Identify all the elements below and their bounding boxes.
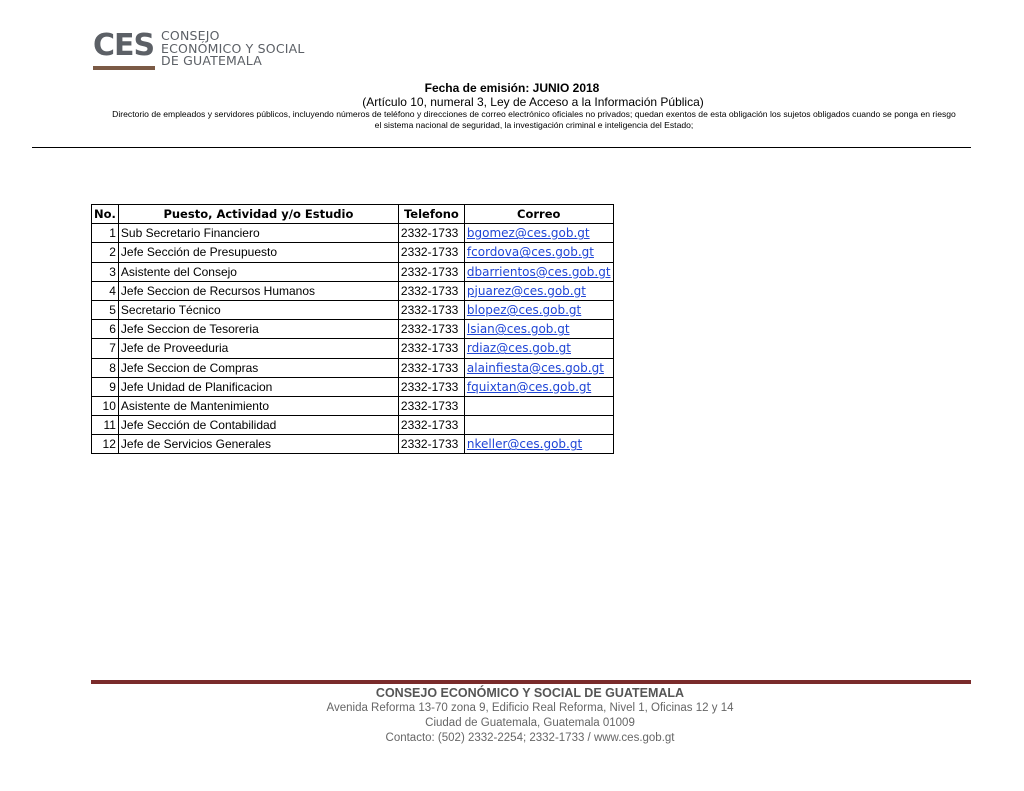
row-position: Sub Secretario Financiero (118, 224, 398, 243)
table-row (92, 243, 614, 262)
row-position: Jefe Sección de Contabilidad (118, 416, 398, 435)
table-row (92, 281, 614, 300)
logo-line-2: ECONÓMICO Y SOCIAL (161, 40, 305, 56)
row-email-link[interactable]: alainfiesta@ces.gob.gt (464, 358, 613, 377)
table-header-row (92, 205, 614, 224)
row-number: 12 (92, 435, 119, 454)
row-phone: 2332-1733 (398, 339, 464, 358)
logo-mark: CES (93, 28, 155, 63)
row-number: 9 (92, 377, 119, 396)
table-row (92, 224, 614, 243)
row-position: Jefe Sección de Presupuesto (118, 243, 398, 262)
row-position: Jefe Seccion de Tesoreria (118, 320, 398, 339)
row-phone: 2332-1733 (398, 377, 464, 396)
table-row (92, 339, 614, 358)
row-email-link (464, 416, 613, 435)
logo-line-1: CONSEJO (161, 28, 220, 43)
table-body (92, 224, 614, 454)
footer-divider (91, 680, 971, 684)
row-phone: 2332-1733 (398, 281, 464, 300)
ces-logo (93, 28, 323, 72)
row-position: Jefe de Proveeduria (118, 339, 398, 358)
employee-directory-table (91, 204, 614, 454)
table-row (92, 358, 614, 377)
row-phone: 2332-1733 (398, 262, 464, 281)
header-telefono: Telefono (398, 205, 464, 224)
row-position: Jefe Seccion de Recursos Humanos (118, 281, 398, 300)
row-email-link (464, 396, 613, 415)
row-number: 11 (92, 416, 119, 435)
logo-underline (93, 66, 155, 70)
footer-address: Avenida Reforma 13-70 zona 9, Edificio Real Reforma, Nivel 1, Oficinas 12 y 14 (326, 702, 734, 714)
row-position: Secretario Técnico (118, 300, 398, 319)
legal-reference: (Artículo 10, numeral 3, Ley de Acceso a la Información Pública) (362, 95, 704, 109)
row-email-link[interactable]: dbarrientos@ces.gob.gt (464, 262, 613, 281)
row-email-link[interactable]: blopez@ces.gob.gt (464, 300, 613, 319)
row-number: 2 (92, 243, 119, 262)
issue-date-title: Fecha de emisión: JUNIO 2018 (424, 81, 600, 95)
header-no: No. (92, 205, 119, 224)
row-email-link[interactable]: nkeller@ces.gob.gt (464, 435, 613, 454)
row-phone: 2332-1733 (398, 224, 464, 243)
table-row (92, 396, 614, 415)
row-number: 3 (92, 262, 119, 281)
row-number: 6 (92, 320, 119, 339)
header-divider (32, 147, 971, 148)
row-number: 8 (92, 358, 119, 377)
table-row (92, 320, 614, 339)
row-number: 7 (92, 339, 119, 358)
table-row (92, 300, 614, 319)
row-phone: 2332-1733 (398, 320, 464, 339)
row-email-link[interactable]: fquixtan@ces.gob.gt (464, 377, 613, 396)
row-position: Jefe Unidad de Planificacion (118, 377, 398, 396)
row-position: Jefe Seccion de Compras (118, 358, 398, 377)
footer-city: Ciudad de Guatemala, Guatemala 01009 (425, 717, 635, 729)
row-number: 4 (92, 281, 119, 300)
row-phone: 2332-1733 (398, 358, 464, 377)
row-phone: 2332-1733 (398, 300, 464, 319)
row-email-link[interactable]: pjuarez@ces.gob.gt (464, 281, 613, 300)
header-puesto: Puesto, Actividad y/o Estudio (118, 205, 398, 224)
footer-contact: Contacto: (502) 2332-2254; 2332-1733 / www.ces.gob.gt (385, 732, 675, 744)
table-row (92, 435, 614, 454)
row-phone: 2332-1733 (398, 243, 464, 262)
row-phone: 2332-1733 (398, 435, 464, 454)
row-number: 1 (92, 224, 119, 243)
row-email-link[interactable]: bgomez@ces.gob.gt (464, 224, 613, 243)
row-position: Jefe de Servicios Generales (118, 435, 398, 454)
row-email-link[interactable]: lsian@ces.gob.gt (464, 320, 613, 339)
row-number: 10 (92, 396, 119, 415)
logo-line-3: DE GUATEMALA (161, 53, 262, 68)
header-correo: Correo (464, 205, 613, 224)
table-row (92, 262, 614, 281)
row-email-link[interactable]: rdiaz@ces.gob.gt (464, 339, 613, 358)
row-position: Asistente de Mantenimiento (118, 396, 398, 415)
logo-text (161, 30, 305, 68)
row-number: 5 (92, 300, 119, 319)
table-row (92, 416, 614, 435)
table-row (92, 377, 614, 396)
row-email-link[interactable]: fcordova@ces.gob.gt (464, 243, 613, 262)
row-phone: 2332-1733 (398, 416, 464, 435)
directory-description: Directorio de empleados y servidores públicos, incluyendo números de teléfono y direcciones de correo electrónico oficiales no privados; quedan exentos de esta obligación los sujetos obligados cuando se ponga en riesgo el sistema nacional de seguridad, la investigación criminal e inteligencia del Estado; (112, 109, 956, 130)
row-phone: 2332-1733 (398, 396, 464, 415)
row-position: Asistente del Consejo (118, 262, 398, 281)
footer-organization: CONSEJO ECONÓMICO Y SOCIAL DE GUATEMALA (375, 686, 685, 700)
